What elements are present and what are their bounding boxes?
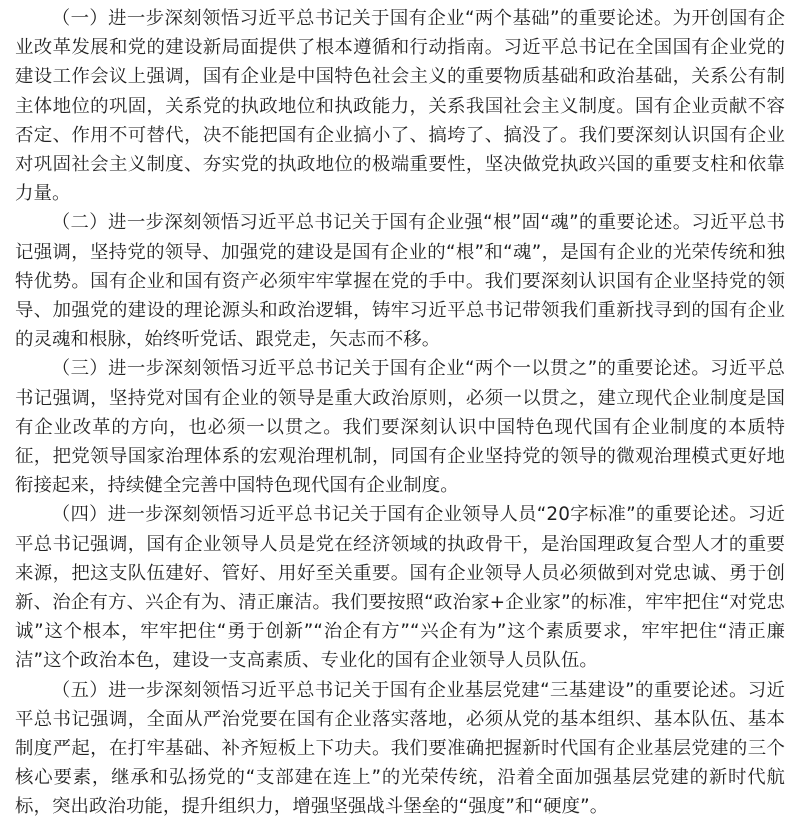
paragraph-3: （三）进一步深刻领悟习近平总书记关于国有企业“两个一以贯之”的重要论述。习近平总书记强调，坚持党对国有企业的领导是重大政治原则，必须一以贯之，建立现代企业制度是国有企业改革的方向，也必须一以贯之。我们要深刻认识中国特色现代国有企业制度的本质特征，把党领导国家治理体系的宏观治理机制，同国有企业坚持党的领导的微观治理模式更好地衔接起来，持续健全完善中国特色现代国有企业制度。 — [15, 358, 785, 497]
paragraph-5: （五）进一步深刻领悟习近平总书记关于国有企业基层党建“三基建设”的重要论述。习近平总书记强调，全面从严治党要在国有企业落实落地，必须从党的基本组织、基本队伍、基本制度严起，在打牢基础、补齐短板上下功夫。我们要准确把握新时代国有企业基层党建的三个核心要素，继承和弘扬党的“支部建在连上”的光荣传统，沿着全面加强基层党建的新时代航标，突出政治功能，提升组织力，增强坚强战斗堡垒的“强度”和“硬度”。 — [15, 679, 785, 818]
paragraph-1: （一）进一步深刻领悟习近平总书记关于国有企业“两个基础”的重要论述。为开创国有企业改革发展和党的建设新局面提供了根本遵循和行动指南。习近平总书记在全国国有企业党的建设工作会议上强调，国有企业是中国特色社会主义的重要物质基础和政治基础，关系公有制主体地位的巩固，关系党的执政地位和执政能力，关系我国社会主义制度。国有企业贡献不容否定、作用不可替代，决不能把国有企业搞小了、搞垮了、搞没了。我们要深刻认识国有企业对巩固社会主义制度、夯实党的执政地位的极端重要性，坚决做党执政兴国的重要支柱和依靠力量。 — [15, 8, 785, 205]
paragraph-4: （四）进一步深刻领悟习近平总书记关于国有企业领导人员“20字标准”的重要论述。习近平总书记强调，国有企业领导人员是党在经济领域的执政骨干，是治国理政复合型人才的重要来源，把这支队伍建好、管好、用好至关重要。国有企业领导人员必须做到对党忠诚、勇于创新、治企有方、兴企有为、清正廉洁。我们要按照“政治家+企业家”的标准，牢牢把住“对党忠诚”这个根本，牢牢把住“勇于创新”“治企有方”“兴企有为”这个素质要求，牢牢把住“清正廉洁”这个政治本色，建设一支高素质、专业化的国有企业领导人员队伍。 — [15, 504, 785, 672]
paragraph-2: （二）进一步深刻领悟习近平总书记关于国有企业强“根”固“魂”的重要论述。习近平总书记强调，坚持党的领导、加强党的建设是国有企业的“根”和“魂”，是国有企业的光荣传统和独特优势。国有企业和国有资产必须牢牢掌握在党的手中。我们要深刻认识国有企业坚持党的领导、加强党的建设的理论源头和政治逻辑，铸牢习近平总书记带领我们重新找寻到的国有企业的灵魂和根脉，始终听党话、跟党走，矢志而不移。 — [15, 212, 785, 351]
